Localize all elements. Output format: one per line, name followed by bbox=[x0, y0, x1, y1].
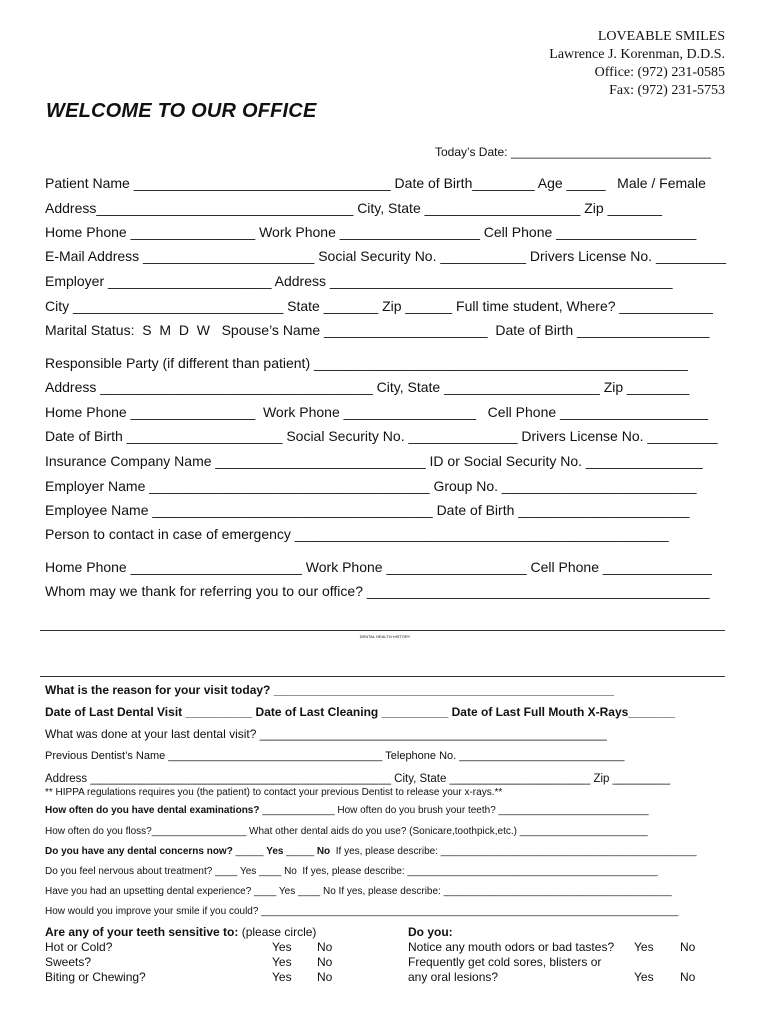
do-you-heading: Do you: bbox=[408, 925, 453, 939]
visit-reason-row[interactable]: What is the reason for your visit today? ___________________________________________________ bbox=[45, 683, 615, 697]
dental-concerns-label: Do you have any dental concerns now? bbox=[45, 846, 233, 857]
mouth-odors-label: Notice any mouth odors or bad tastes? bbox=[408, 940, 615, 954]
marital-status-row[interactable]: Marital Status: S M D W Spouse’s Name _____________________ Date of Birth _________________ bbox=[45, 322, 710, 338]
exam-frequency-row[interactable] bbox=[45, 804, 649, 818]
patient-city-row[interactable]: City ___________________________ State _______ Zip ______ Full time student, Where? ____________ bbox=[45, 298, 713, 314]
oral-lesions-no-option[interactable]: No bbox=[680, 970, 696, 984]
previous-dentist-address-row[interactable]: Address _______________________________________________ City, State ______________________ Zip _________ bbox=[45, 773, 671, 785]
hot-cold-yes-option[interactable]: Yes bbox=[272, 940, 292, 954]
responsible-party-row[interactable]: Responsible Party (if different than patient) ________________________________________________ bbox=[45, 355, 688, 371]
sensitivity-hot-cold-label: Hot or Cold? bbox=[45, 940, 113, 954]
floss-frequency-row[interactable]: How often do you floss?_________________ What other dental aids do you use? (Sonicare,toothpick,etc.) _______________________ bbox=[45, 826, 648, 837]
dental-history-heading: DENTAL HEALTH HISTORY bbox=[359, 634, 411, 639]
employee-name-row[interactable]: Employee Name ____________________________________ Date of Birth ______________________ bbox=[45, 502, 690, 518]
sensitivity-sweets-label: Sweets? bbox=[45, 955, 92, 969]
patient-address-row[interactable]: Address_________________________________ City, State ____________________ Zip _______ bbox=[45, 200, 663, 216]
exam-frequency-rest: _____________ How often do you brush your teeth? ___________________________ bbox=[259, 805, 649, 816]
intro-divider bbox=[40, 676, 725, 677]
office-phone: Office: (972) 231-0585 bbox=[594, 65, 725, 80]
hot-cold-no-option[interactable]: No bbox=[317, 940, 333, 954]
insurance-row[interactable]: Insurance Company Name ___________________________ ID or Social Security No. _______________ bbox=[45, 453, 703, 469]
page-title: WELCOME TO OUR OFFICE bbox=[46, 100, 317, 122]
improve-smile-row[interactable]: How would you improve your smile if you could? ___________________________________________________________________________ bbox=[45, 906, 679, 917]
cold-sores-label: Frequently get cold sores, blisters or bbox=[408, 955, 602, 969]
last-visit-dates-row[interactable]: Date of Last Dental Visit __________ Date of Last Cleaning __________ Date of Last Full Mouth X-Rays_______ bbox=[45, 705, 676, 719]
last-visit-work-row[interactable]: What was done at your last dental visit? ____________________________________________________ bbox=[45, 727, 607, 741]
biting-no-option[interactable]: No bbox=[317, 970, 333, 984]
upsetting-experience-row[interactable]: Have you had an upsetting dental experience? ____ Yes ____ No If yes, please describe: _________________________________________ bbox=[45, 886, 672, 897]
concerns-yes-option[interactable]: Yes bbox=[266, 846, 284, 857]
sensitivity-heading: Are any of your teeth sensitive to: (please circle) bbox=[45, 925, 317, 939]
patient-employer-row[interactable]: Employer _____________________ Address ____________________________________________ bbox=[45, 273, 673, 289]
practice-name: LOVEABLE SMILES bbox=[597, 29, 725, 44]
responsible-dob-row[interactable]: Date of Birth ____________________ Social Security No. ______________ Drivers License No. _________ bbox=[45, 428, 718, 444]
exam-frequency-label: How often do you have dental examinations? bbox=[45, 805, 260, 816]
sweets-no-option[interactable]: No bbox=[317, 955, 333, 969]
previous-dentist-row[interactable]: Previous Dentist’s Name ___________________________________ Telephone No. ___________________________ bbox=[45, 750, 625, 762]
hippa-note: ** HIPPA regulations requires you (the patient) to contact your previous Dentist to release your x-rays.** bbox=[45, 787, 503, 798]
sweets-yes-option[interactable]: Yes bbox=[272, 955, 292, 969]
responsible-address-row[interactable]: Address ___________________________________ City, State ____________________ Zip ________ bbox=[45, 379, 690, 395]
employer-name-row[interactable]: Employer Name ____________________________________ Group No. _________________________ bbox=[45, 478, 697, 494]
section-divider bbox=[40, 630, 725, 631]
patient-phone-row[interactable]: Home Phone ________________ Work Phone __________________ Cell Phone __________________ bbox=[45, 224, 697, 240]
mouth-odors-no-option[interactable]: No bbox=[680, 940, 696, 954]
referral-row[interactable]: Whom may we thank for referring you to our office? ____________________________________________ bbox=[45, 583, 710, 599]
nervous-row[interactable]: Do you feel nervous about treatment? ____ Yes ____ No If yes, please describe: _____________________________________________ bbox=[45, 866, 658, 877]
patient-email-row[interactable]: E-Mail Address ______________________ Social Security No. ___________ Drivers License No. _________ bbox=[45, 248, 727, 264]
dental-concerns-row[interactable]: Do you have any dental concerns now? _____ Yes _____ No If yes, please describe: ______________________________________________ bbox=[45, 846, 697, 857]
fax-number: Fax: (972) 231-5753 bbox=[609, 83, 725, 98]
emergency-contact-row[interactable]: Person to contact in case of emergency ________________________________________________ bbox=[45, 526, 669, 542]
todays-date-field[interactable]: Today’s Date: ______________________________ bbox=[435, 145, 712, 159]
doctor-name: Lawrence J. Korenman, D.D.S. bbox=[549, 47, 725, 62]
emergency-phone-row[interactable]: Home Phone ______________________ Work Phone __________________ Cell Phone ______________ bbox=[45, 559, 712, 575]
biting-yes-option[interactable]: Yes bbox=[272, 970, 292, 984]
patient-name-row[interactable]: Patient Name _________________________________ Date of Birth________ Age _____ Male / Female bbox=[45, 175, 706, 191]
mouth-odors-yes-option[interactable]: Yes bbox=[634, 940, 654, 954]
oral-lesions-label: any oral lesions? bbox=[408, 970, 499, 984]
oral-lesions-yes-option[interactable]: Yes bbox=[634, 970, 654, 984]
concerns-no-option[interactable]: No bbox=[316, 846, 331, 857]
responsible-phone-row[interactable]: Home Phone ________________ Work Phone _________________ Cell Phone ___________________ bbox=[45, 404, 708, 420]
sensitivity-biting-label: Biting or Chewing? bbox=[45, 970, 146, 984]
